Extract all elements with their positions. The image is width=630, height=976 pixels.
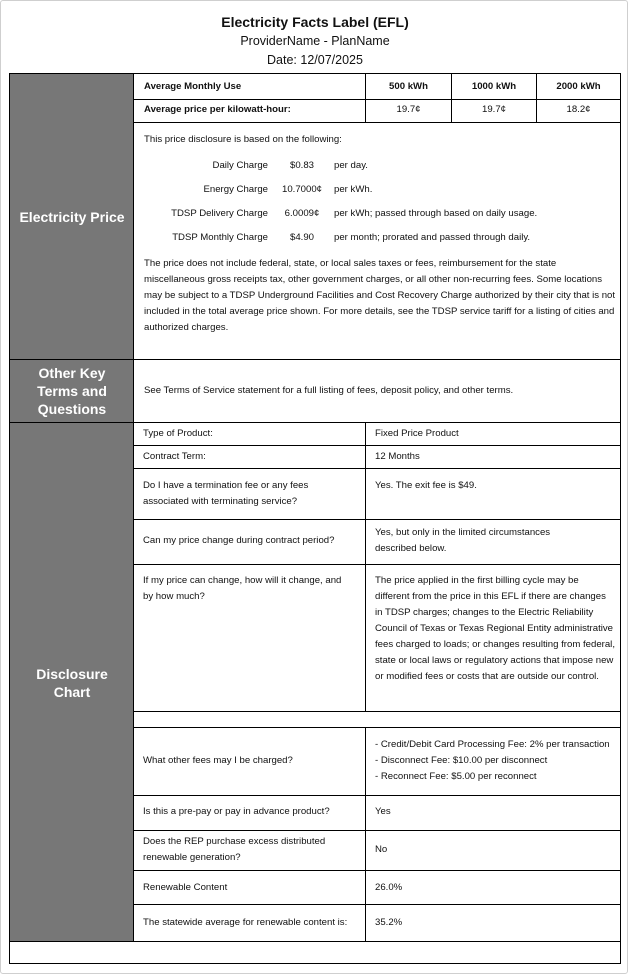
row-divider bbox=[133, 795, 620, 796]
disclosure-answer: The price applied in the first billing cycle may be different from the price in this EFL if there are changes in TDSP charges; changes to the Electric Reliability Council of Texas or Texas Regional Entity administrative fees charged to loads; or changes resulting from federal, state or local laws or regulatory actions that impose new or modified fees or costs that are outside our control. bbox=[375, 575, 615, 682]
disclosure-question: What other fees may I be charged? bbox=[143, 755, 293, 766]
disclosure-answer: 12 Months bbox=[375, 451, 420, 462]
disclosure-question: Renewable Content bbox=[143, 882, 228, 893]
disclosure-answer bbox=[375, 737, 619, 785]
row-divider bbox=[133, 711, 620, 712]
disclosure-question: Is this a pre-pay or pay in advance product? bbox=[143, 806, 330, 817]
usage-1000: 1000 kWh bbox=[471, 81, 517, 92]
charge-name: Daily Charge bbox=[212, 160, 268, 171]
usage-500: 500 kWh bbox=[389, 81, 428, 92]
disclosure-answer: 35.2% bbox=[375, 917, 403, 928]
col-divider bbox=[365, 423, 366, 711]
efl-title: Electricity Facts Label (EFL) bbox=[221, 14, 409, 30]
row-divider bbox=[133, 727, 620, 728]
charge-unit: per day. bbox=[334, 160, 368, 171]
row-divider bbox=[133, 830, 620, 831]
col-divider bbox=[365, 727, 366, 941]
disclosure-answer: Yes bbox=[375, 806, 391, 817]
avg-price-2000: 18.2¢ bbox=[566, 104, 591, 115]
section-other-terms: Other Key Terms and Questions bbox=[10, 360, 134, 422]
section-divider bbox=[133, 74, 134, 942]
disclosure-question: Can my price change during contract period? bbox=[143, 535, 335, 546]
charge-value: 6.0009¢ bbox=[284, 208, 320, 219]
row-divider bbox=[133, 564, 620, 565]
disclosure-question: Type of Product: bbox=[143, 428, 213, 439]
price-note: The price does not include federal, state, or local sales taxes or fees, reimbursement for the state miscellaneous gross receipts tax, other government charges, or all other non-recurring fees. Some locations may be subject to a TDSP Underground Facilities and Cost Recovery Charge authorized by their city that is not included in the total average price shown. For more details, see the TDSP service tariff for a listing of cities and authorized charges. bbox=[144, 258, 616, 333]
fee-item: - Credit/Debit Card Processing Fee: 2% per transaction bbox=[375, 739, 610, 750]
row-divider bbox=[133, 468, 620, 469]
efl-grid bbox=[9, 73, 621, 964]
charge-value: $4.90 bbox=[289, 232, 314, 243]
label-date: Date: 12/07/2025 bbox=[267, 53, 363, 67]
disclosure-question: The statewide average for renewable content is: bbox=[143, 917, 348, 928]
row-divider bbox=[133, 519, 620, 520]
charge-unit: per kWh; passed through based on daily usage. bbox=[334, 208, 538, 219]
row-divider bbox=[133, 445, 620, 446]
row-divider bbox=[133, 122, 620, 123]
disclosure-intro: This price disclosure is based on the following: bbox=[144, 134, 342, 145]
avg-price-label: Average price per kilowatt-hour: bbox=[144, 104, 291, 115]
disclosure-answer: Fixed Price Product bbox=[375, 428, 459, 439]
disclosure-answer: Yes, but only in the limited circumstances described below. bbox=[375, 527, 551, 554]
charge-name: TDSP Monthly Charge bbox=[172, 232, 268, 243]
row-divider bbox=[133, 870, 620, 871]
avg-price-1000: 19.7¢ bbox=[481, 104, 506, 115]
charge-value: 10.7000¢ bbox=[281, 184, 322, 195]
disclosure-question: Does the REP purchase excess distributed renewable generation? bbox=[143, 836, 326, 863]
section-electricity-price: Electricity Price bbox=[10, 74, 134, 359]
disclosure-question: If my price can change, how will it change, and by how much? bbox=[143, 575, 342, 602]
row-divider bbox=[133, 904, 620, 905]
disclosure-question: Contract Term: bbox=[143, 451, 206, 462]
charge-name: Energy Charge bbox=[203, 184, 268, 195]
provider-plan: ProviderName - PlanName bbox=[240, 34, 390, 48]
efl-header bbox=[0, 12, 630, 70]
row-divider bbox=[10, 941, 620, 942]
disclosure-answer: Yes. The exit fee is $49. bbox=[375, 480, 477, 491]
charge-name: TDSP Delivery Charge bbox=[171, 208, 268, 219]
disclosure-answer: 26.0% bbox=[375, 882, 403, 893]
fee-item: - Disconnect Fee: $10.00 per disconnect bbox=[375, 755, 548, 766]
usage-2000: 2000 kWh bbox=[556, 81, 601, 92]
charge-value: $0.83 bbox=[289, 160, 314, 171]
row-divider bbox=[10, 422, 620, 423]
row-divider bbox=[133, 99, 620, 100]
usage-label: Average Monthly Use bbox=[144, 81, 242, 92]
charge-unit: per month; prorated and passed through daily. bbox=[334, 232, 531, 243]
row-divider bbox=[10, 359, 620, 360]
section-disclosure-chart: Disclosure Chart bbox=[10, 423, 134, 942]
avg-price-500: 19.7¢ bbox=[396, 104, 421, 115]
other-terms-text: See Terms of Service statement for a full listing of fees, deposit policy, and other terms. bbox=[144, 385, 514, 396]
disclosure-answer: No bbox=[375, 844, 388, 855]
charge-unit: per kWh. bbox=[334, 184, 373, 195]
disclosure-question: Do I have a termination fee or any fees associated with terminating service? bbox=[143, 480, 309, 507]
fee-item: - Reconnect Fee: $5.00 per reconnect bbox=[375, 771, 537, 782]
